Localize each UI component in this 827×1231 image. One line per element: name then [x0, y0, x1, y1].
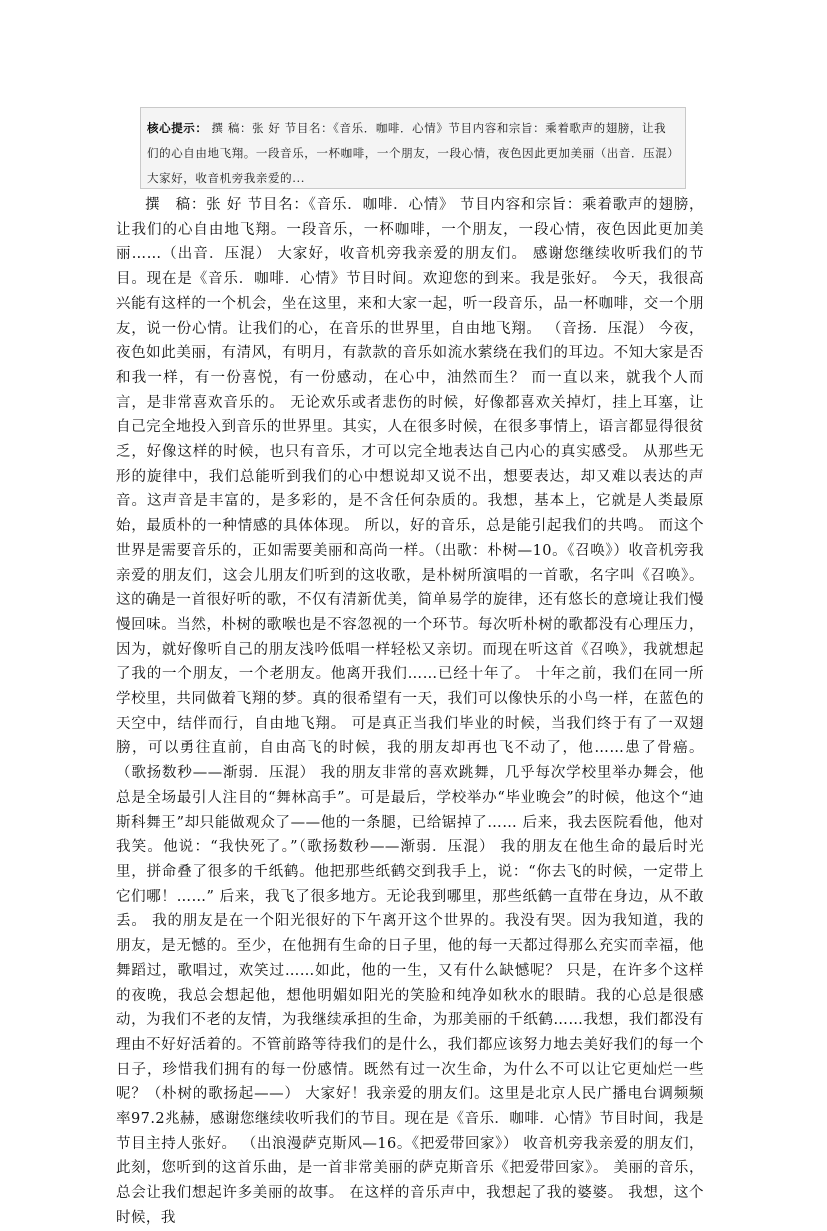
article-body: 撰 稿：张 好 节目名：《音乐．咖啡．心情》 节目内容和宗旨：乘着歌声的翅膀，让我们的心自由地飞翔。一段音乐，一杯咖啡，一个朋友，一段心情，夜色因此更加美丽……（出音．压混） 大家好，收音机旁我亲爱的朋友们。 感谢您继续收听我们的节目。现在是《音乐．咖啡．心情》节目时间。欢迎您的到来。我是张好。 今天，我很高兴能有这样的一个机会，坐在这里，来和大家一起，听一段音乐，品一杯咖啡，交一个朋友，说一份心情。让我们的心，在音乐的世界里，自由地飞翔。 （音扬．压混） 今夜，夜色如此美丽，有清风，有明月，有款款的音乐如流水萦绕在我们的耳边。不知大家是否和我一样，有一份喜悦，有一份感动，在心中，油然而生？ 而一直以来，就我个人而言，是非常喜欢音乐的。 无论欢乐或者悲伤的时候，好像都喜欢关掉灯，挂上耳塞，让自己完全地投入到音乐的世界里。其实，人在很多时候，在很多事情上，语言都显得很贫乏，好像这样的时候，也只有音乐，才可以完全地表达自己内心的真实感受。 从那些无形的旋律中，我们总能听到我们的心中想说却又说不出，想要表达，却又难以表达的声音。这声音是丰富的，是多彩的，是不含任何杂质的。我想，基本上，它就是人类最原始，最质朴的一种情感的具体体现。 所以，好的音乐，总是能引起我们的共鸣。 而这个世界是需要音乐的，正如需要美丽和高尚一样。（出歌：朴树—10。《召唤》）收音机旁我亲爱的朋友们，这会儿朋友们听到的这收歌，是朴树所演唱的一首歌，名字叫《召唤》。 这的确是一首很好听的歌，不仅有清新优美，简单易学的旋律，还有悠长的意境让我们慢慢回味。当然，朴树的歌喉也是不容忽视的一个环节。每次听朴树的歌都没有心理压力，因为，就好像听自己的朋友浅吟低唱一样轻松又亲切。而现在听这首《召唤》，我就想起了我的一个朋友，一个老朋友。他离开我们……已经十年了。 十年之前，我们在同一所学校里，共同做着飞翔的梦。真的很希望有一天，我们可以像快乐的小鸟一样，在蓝色的天空中，结伴而行，自由地飞翔。 可是真正当我们毕业的时候，当我们终于有了一双翅膀，可以勇往直前，自由高飞的时候，我的朋友却再也飞不动了，他……患了骨癌。 （歌扬数秒——渐弱．压混） 我的朋友非常的喜欢跳舞，几乎每次学校里举办舞会，他总是全场最引人注目的“舞林高手”。可是最后，学校举办“毕业晚会”的时候，他这个“迪斯科舞王”却只能做观众了——他的一条腿，已给锯掉了…… 后来，我去医院看他，他对我笑。他说：“我快死了。”（歌扬数秒——渐弱．压混） 我的朋友在他生命的最后时光里，拼命叠了很多的千纸鹤。他把那些纸鹤交到我手上，说：“你去飞的时候，一定带上它们哪！……” 后来，我飞了很多地方。无论我到哪里，那些纸鹤一直带在身边，从不敢丢。 我的朋友是在一个阳光很好的下午离开这个世界的。我没有哭。因为我知道，我的朋友，是无憾的。至少，在他拥有生命的日子里，他的每一天都过得那么充实而幸福，他舞蹈过，歌唱过，欢笑过……如此，他的一生，又有什么缺憾呢？ 只是，在许多个这样的夜晚，我总会想起他，想他明媚如阳光的笑脸和纯净如秋水的眼睛。我的心总是很感动，为我们不老的友情，为我继续承担的生命，为那美丽的千纸鹤……我想，我们都没有理由不好好活着的。不管前路等待我们的是什么，我们都应该努力地去美好我们的每一个日子，珍惜我们拥有的每一份感情。既然有过一次生命，为什么不可以让它更灿烂一些呢？（朴树的歌扬起——） 大家好！我亲爱的朋友们。这里是北京人民广播电台调频频率97.2兆赫，感谢您继续收听我们的节目。现在是《音乐．咖啡．心情》节目时间，我是节目主持人张好。 （出浪漫萨克斯风—16。《把爱带回家》） 收音机旁我亲爱的朋友们，此刻，您听到的这首乐曲，是一首非常美丽的萨克斯音乐《把爱带回家》。 美丽的音乐，总会让我们想起许多美丽的故事。 在这样的音乐声中，我想起了我的婆婆。 我想，这个时候，我: [116, 197, 704, 1226]
core-summary-box: [140, 107, 686, 189]
summary-label: 核心提示：: [147, 121, 208, 135]
summary-text: 撰 稿：张 好 节目名：《音乐．咖啡．心情》节目内容和宗旨：乘着歌声的翅膀，让我们的心自由地飞翔。一段音乐，一杯咖啡，一个朋友，一段心情，夜色因此更加美丽（出音．压混）大家好，收音机旁我亲爱的...: [147, 121, 674, 185]
